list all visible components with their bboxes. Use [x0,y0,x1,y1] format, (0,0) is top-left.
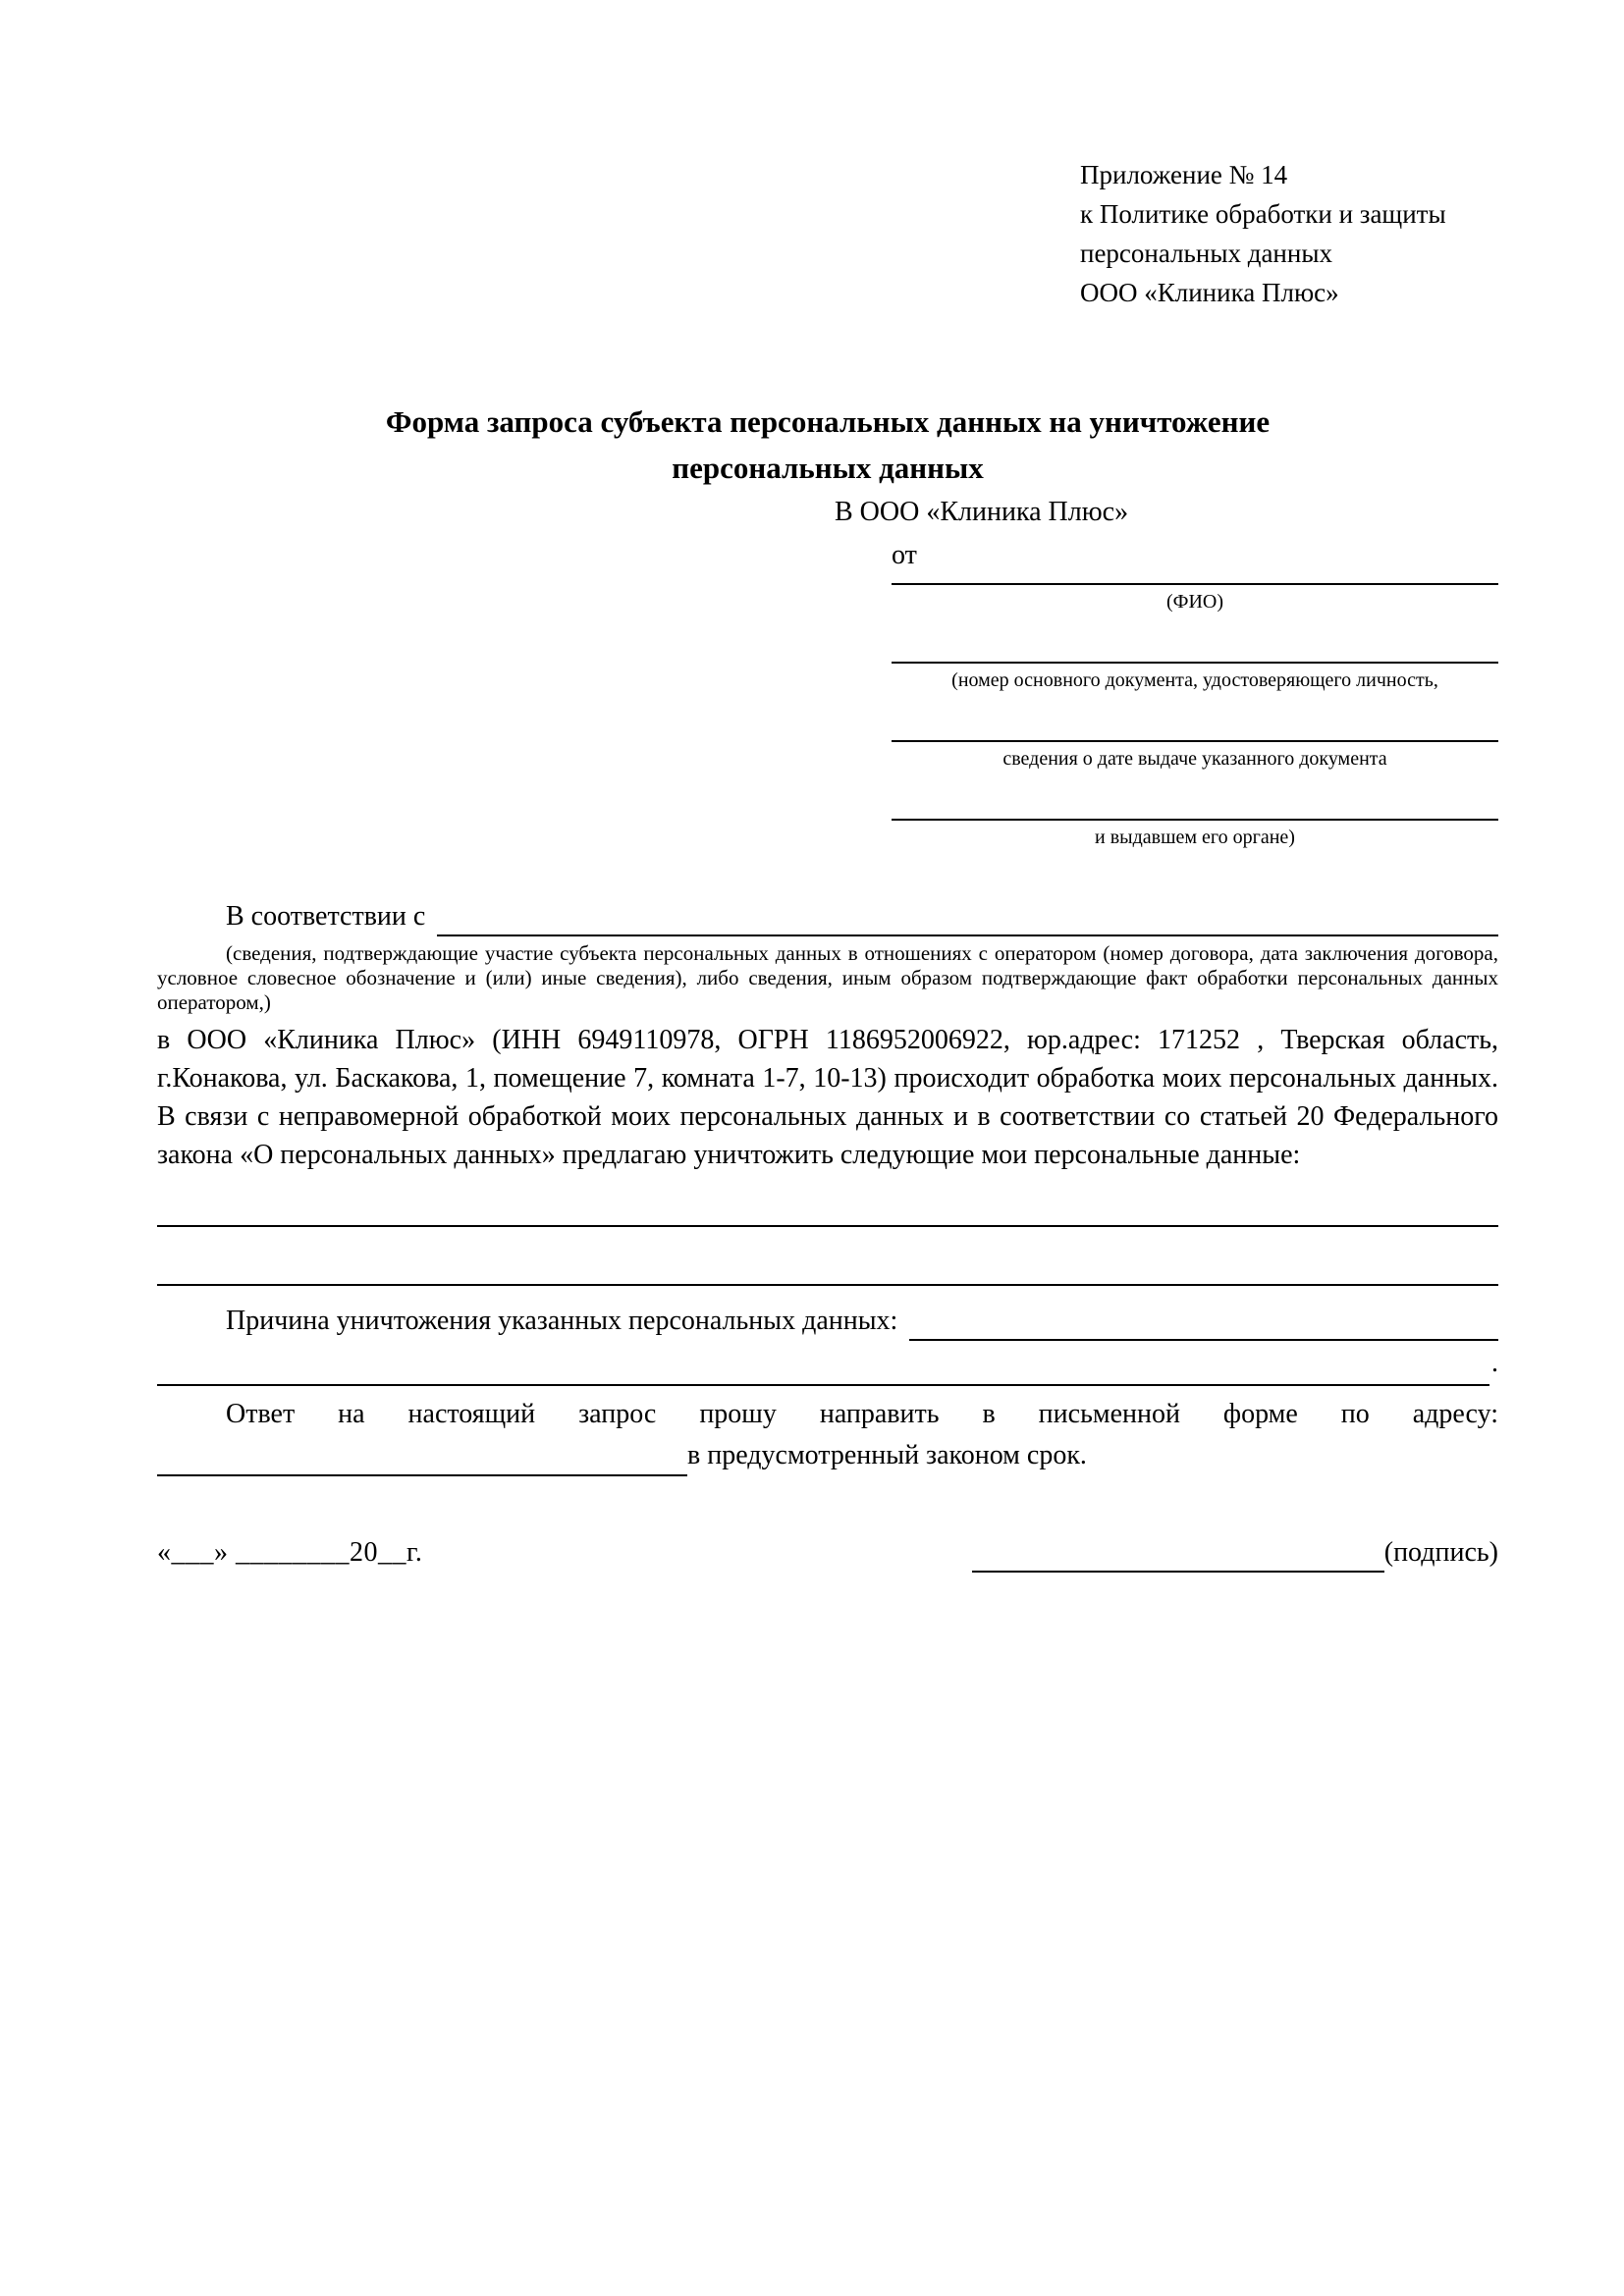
body-paragraph: в ООО «Клиника Плюс» (ИНН 6949110978, ОГРН 1186952006922, юр.адрес: 171252 , Тверская область, г.Конакова, ул. Баскакова, 1, помещение 7, комната 1-7, 10-13) происходит обработка моих персональных данных. В связи с неправомерной обработкой моих персональных данных и в соответствии со статьей 20 Федерального закона «О персональных данных» предлагаю уничтожить следующие мои персональные данные: [157,1025,1498,1170]
applicant-fields [892,583,1498,850]
addressee-line: В ООО «Клиника Плюс» [835,497,1129,527]
appendix-header-line-2: к Политике обработки и защиты [1080,199,1446,229]
field-row-issue-date [892,740,1498,772]
document-title-line-1: Форма запроса субъекта персональных данных на уничтожение [385,404,1271,439]
from-label: от [892,540,917,570]
date-field: «___» ________20__г. [157,1537,423,1568]
signature-label: (подпись) [1383,1537,1498,1568]
issuing-authority-field-label: и выдавшем его органе) [1095,827,1295,848]
fio-blank-line [892,583,1498,585]
signature-blank-line [972,1541,1384,1573]
reply-continuation-row [157,1435,1498,1476]
fio-field-label: (ФИО) [1165,591,1223,613]
appendix-header-line-3: персональных данных [1080,239,1332,268]
issue-date-blank-line [892,740,1498,742]
reason-label: Причина уничтожения указанных персональных данных: [226,1306,898,1336]
field-row-issuing-authority [892,819,1498,850]
personal-data-blank-line-1 [157,1174,1498,1227]
footer-row [157,1533,1498,1573]
document-title [157,399,1498,491]
reason-row [157,1302,1498,1341]
reply-suffix: в предусмотренный законом срок. [687,1440,1087,1470]
reason-blank-line-1 [909,1308,1498,1341]
document-title-line-2: персональных данных [672,451,984,485]
issuing-authority-blank-line [892,819,1498,821]
appendix-header-line-1: Приложение № 14 [1080,160,1288,189]
reason-period: . [1491,1348,1498,1378]
personal-data-blank-line-2 [157,1227,1498,1286]
field-row-document-number [892,662,1498,693]
accordance-note: (сведения, подтверждающие участие субъекта персональных данных в отношениях с оператором (номер договора, дата заключения договора, условное словесное обозначение и (или) иные сведения), либо сведения, иным образом подтверждающие факт обработки персональных данных оператором,) [157,941,1498,1014]
accordance-blank-line [437,901,1498,936]
document-number-field-label: (номер основного документа, удостоверяющего личность, [951,669,1438,691]
reply-paragraph: Ответ на настоящий запрос прошу направить в письменной форме по адресу: [226,1399,1498,1429]
field-row-fio [892,583,1498,614]
appendix-header [1080,155,1498,312]
reply-address-blank-line [157,1441,687,1476]
accordance-prefix: В соответствии с [226,901,426,932]
reason-continuation-row [157,1341,1498,1386]
accordance-row [157,897,1498,936]
appendix-header-line-4: ООО «Клиника Плюс» [1080,278,1339,307]
reason-blank-line-2 [157,1347,1489,1386]
issue-date-field-label: сведения о дате выдаче указанного документа [1002,748,1387,770]
document-number-blank-line [892,662,1498,664]
